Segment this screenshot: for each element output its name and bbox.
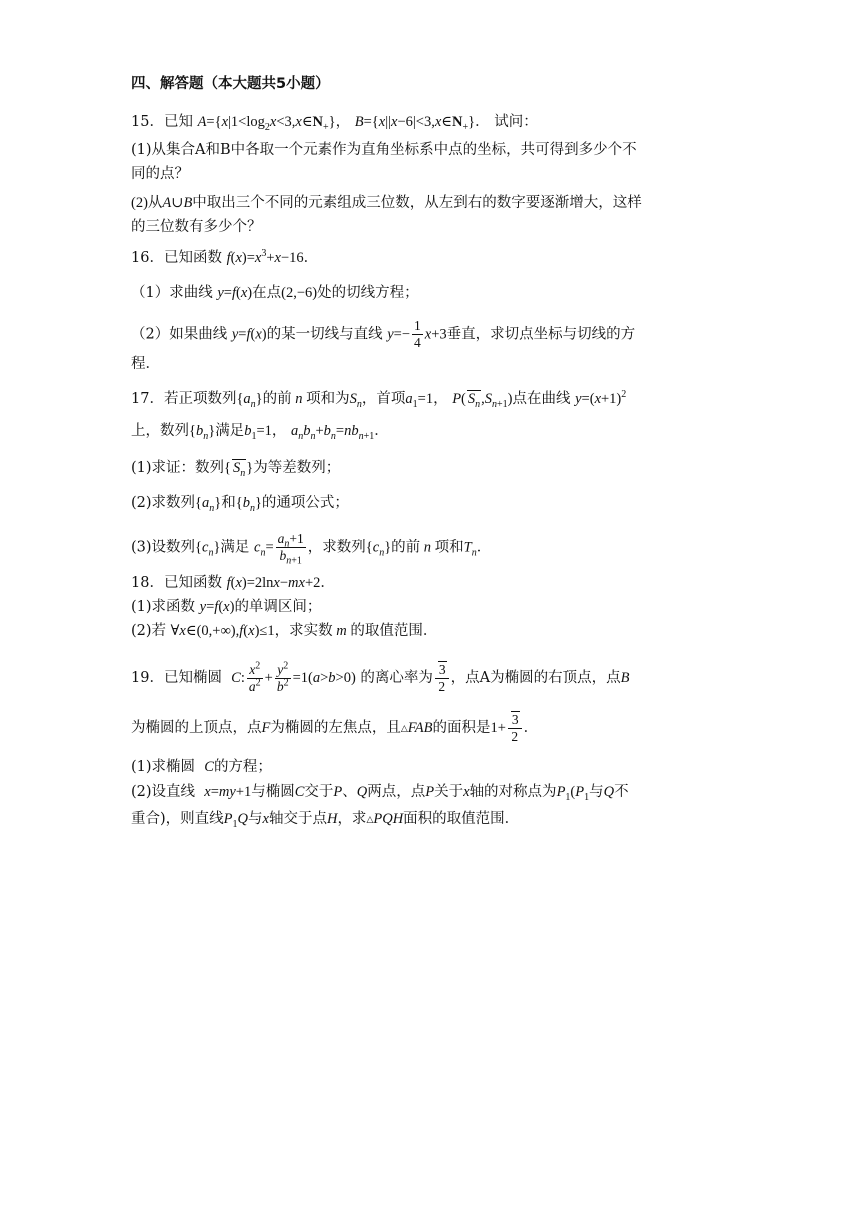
question-number: 16． — [131, 250, 164, 266]
q16-part2: （2）如果曲线 y=f(x)的某一切线与直线 y=− $\frac{1}{4}$ x+3垂直，求切点坐标与切线的方 — [131, 318, 636, 350]
q19-stem-cont: 为椭圆的上顶点，点F为椭圆的左焦点，且△FAB的面积是1+ $\frac{3}{2}$ ． — [131, 712, 539, 744]
question-number: 15． — [131, 114, 164, 130]
q15-part2-cont: 的三位数有多少个？ — [131, 219, 262, 235]
q17-stem: 17．若正项数列$\{a_n\}$的前 n 项和为$S_n$，首项$a_1=1$， P( $S_n,S_{n+1}$)点在曲线 $y=(x+1)^2$ — [131, 389, 627, 410]
q17-part1: (1)求证：数列{ $S_n$}为等差数列； — [131, 460, 341, 479]
q17-part3: (3)设数列$\{c_n\}$满足 $c_n=$ $\frac{a_n+1}{b_{n+1}}$ ，求数列$\{c_n\}$的前 n 项和$T_n$． — [131, 531, 492, 567]
q19-part2: (2)设直线 x=my+1与椭圆C交于P、Q两点，点P关于x轴的对称点为$P_1(P_1$与Q不 — [131, 784, 629, 803]
q18-part2: (2)若 ∀x∈(0,+∞),f(x)≤1，求实数 m 的取值范围． — [131, 623, 438, 639]
set-b-formula: B — [354, 114, 364, 130]
q17-part2: (2)求数列$\{a_n\}$和$\{b_n\}$的通项公式； — [131, 495, 349, 514]
q15-part1-cont: 同的点？ — [131, 166, 189, 182]
q15-part2: (2)从A∪B中取出三个不同的元素组成三位数，从左到右的数字要逐渐增大，这样 — [131, 195, 642, 211]
q16-part2-cont: 程． — [131, 356, 160, 372]
q16-stem: 16．已知函数 $f(x)=x^3+x-16$． — [131, 248, 319, 266]
set-a-formula: A — [197, 114, 207, 130]
q15-part1: (1)从集合A和B中各取一个元素作为直角坐标系中点的坐标，共可得到多少个不 — [131, 142, 637, 158]
q15-stem: 15．已知 $A=\{x|1<\log_2x<3,x\in N_+\}$， $B=\{x||x-6|<3,x\in N_+\}$． 试问： — [131, 114, 538, 133]
question-number: 18． — [131, 575, 164, 591]
q19-part1: (1)求椭圆 C的方程； — [131, 759, 272, 775]
q18-stem: 18．已知函数 f(x)=2lnx−mx+2． — [131, 575, 335, 591]
q17-stem-cont: 上，数列$\{b_n\}$满足$b_1=1$， $a_nb_n+b_n=nb_{n+1}$． — [131, 423, 389, 442]
q19-stem: 19．已知椭圆 C: $\frac{x^2}{a^2}$ + $\frac{y^2}{b^2}$ =1(a>b>0) 的离心率为 $\frac{3}{2}$ ，点A为椭圆的右顶点，点B — [131, 660, 630, 694]
q18-part1: (1)求函数 y=f(x)的单调区间； — [131, 599, 322, 615]
section-heading: 四、解答题（本大题共5小题） — [131, 76, 330, 92]
question-number: 19． — [131, 670, 164, 686]
question-number: 17． — [131, 391, 164, 407]
q19-part2-cont: 重合)，则直线$P_1Q$与x轴交于点H，求△PQH面积的取值范围． — [131, 811, 520, 830]
q16-part1: （1）求曲线 y=f(x)在点(2,−6)处的切线方程； — [131, 285, 419, 301]
